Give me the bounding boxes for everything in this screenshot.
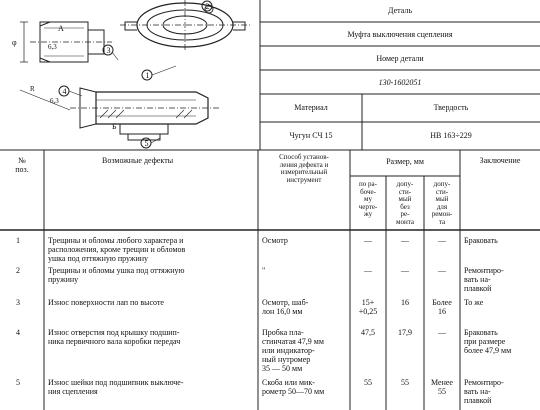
col-header-size-no-repair: допу- сти- мый без ре- монта [396, 180, 414, 226]
callout-5: 5 [144, 139, 149, 148]
row-size-for-repair: Более 16 [432, 298, 452, 316]
row-defect: Износ поверхности лап по высоте [48, 298, 164, 307]
col-header-size-for-repair: допу- сти- мый для ремон- та [431, 180, 453, 226]
row-size-drawing: 47,5 [361, 328, 375, 337]
label-r: R [30, 85, 35, 93]
hardness-label: Твердость [433, 103, 469, 112]
detail-label: Деталь [388, 6, 412, 15]
row-size-for-repair: — [438, 236, 446, 245]
row-defect: Износ отверстия под крышку подшип- ника первичного вала коробки передач [48, 328, 181, 346]
dim-top: 6,3 [48, 43, 57, 51]
row-size-drawing: — [364, 236, 372, 245]
col-header-method: Способ установ- ления дефекта и измерительный инструмент [279, 153, 329, 184]
col-header-num: № поз. [15, 156, 29, 174]
row-method: " [262, 266, 266, 275]
row-size-no-repair: — [401, 266, 409, 275]
row-method: Осмотр, шаб- лон 16,0 мм [262, 298, 309, 316]
row-size-no-repair: — [401, 236, 409, 245]
col-header-size: Размер, мм [386, 157, 424, 166]
row-conclusion: То же [464, 298, 484, 307]
row-size-for-repair: — [438, 266, 446, 275]
part-number: 130-1602051 [378, 78, 422, 87]
part-number-label: Номер детали [376, 54, 424, 63]
col-header-size-drawing: по ра- боче- му черте- жу [358, 180, 378, 219]
hardness-value: НВ 163÷229 [430, 131, 472, 140]
callout-2: 2 [205, 2, 210, 11]
material-value: Чугун СЧ 15 [289, 131, 333, 140]
row-conclusion: Ремонтиро- вать на- плавкой [464, 266, 504, 293]
row-method: Осмотр [262, 236, 288, 245]
row-conclusion: Браковать [464, 236, 498, 245]
label-phi: φ [12, 38, 17, 47]
row-size-drawing: 55 [364, 378, 372, 387]
row-num: 4 [16, 328, 20, 337]
row-method: Пробка пла- стинчатая 47,9 мм или индикатор- ный нутромер 35 — 50 мм [262, 328, 324, 373]
row-num: 2 [16, 266, 20, 275]
row-num: 5 [16, 378, 20, 387]
row-size-for-repair: Менее 55 [431, 378, 453, 396]
row-size-for-repair: — [438, 328, 446, 337]
row-method: Скоба или мик- рометр 50—70 мм [262, 378, 325, 396]
dim-side: 6,3 [50, 97, 59, 105]
label-a: А [58, 24, 64, 33]
col-header-conclusion: Заключение [479, 156, 521, 165]
row-size-drawing: — [364, 266, 372, 275]
col-header-defects: Возможные дефекты [102, 156, 174, 165]
material-label: Материал [294, 103, 328, 112]
row-size-no-repair: 17,9 [398, 328, 412, 337]
row-size-no-repair: 16 [401, 298, 409, 307]
callout-1: 1 [145, 71, 150, 80]
row-num: 1 [16, 236, 20, 245]
label-b: Б [112, 122, 117, 131]
row-num: 3 [16, 298, 20, 307]
callout-3: 3 [106, 46, 111, 55]
row-size-drawing: 15+ +0,25 [358, 298, 378, 316]
row-conclusion: Ремонтиро- вать на- плавкой [464, 378, 504, 405]
row-size-no-repair: 55 [401, 378, 409, 387]
row-defect: Трещины и обломы любого характера и расположения, кроме трещин и обломов ушка под оттяжную пружину [48, 236, 186, 263]
callout-4: 4 [62, 87, 67, 96]
part-name: Муфта выключения сцепления [347, 30, 453, 39]
row-defect: Износ шейки под подшипник выключе- ния сцепления [48, 378, 184, 396]
row-conclusion: Браковать при размере более 47,9 мм [464, 328, 512, 355]
row-defect: Трещины и обломы ушка под оттяжную пружину [48, 266, 185, 284]
